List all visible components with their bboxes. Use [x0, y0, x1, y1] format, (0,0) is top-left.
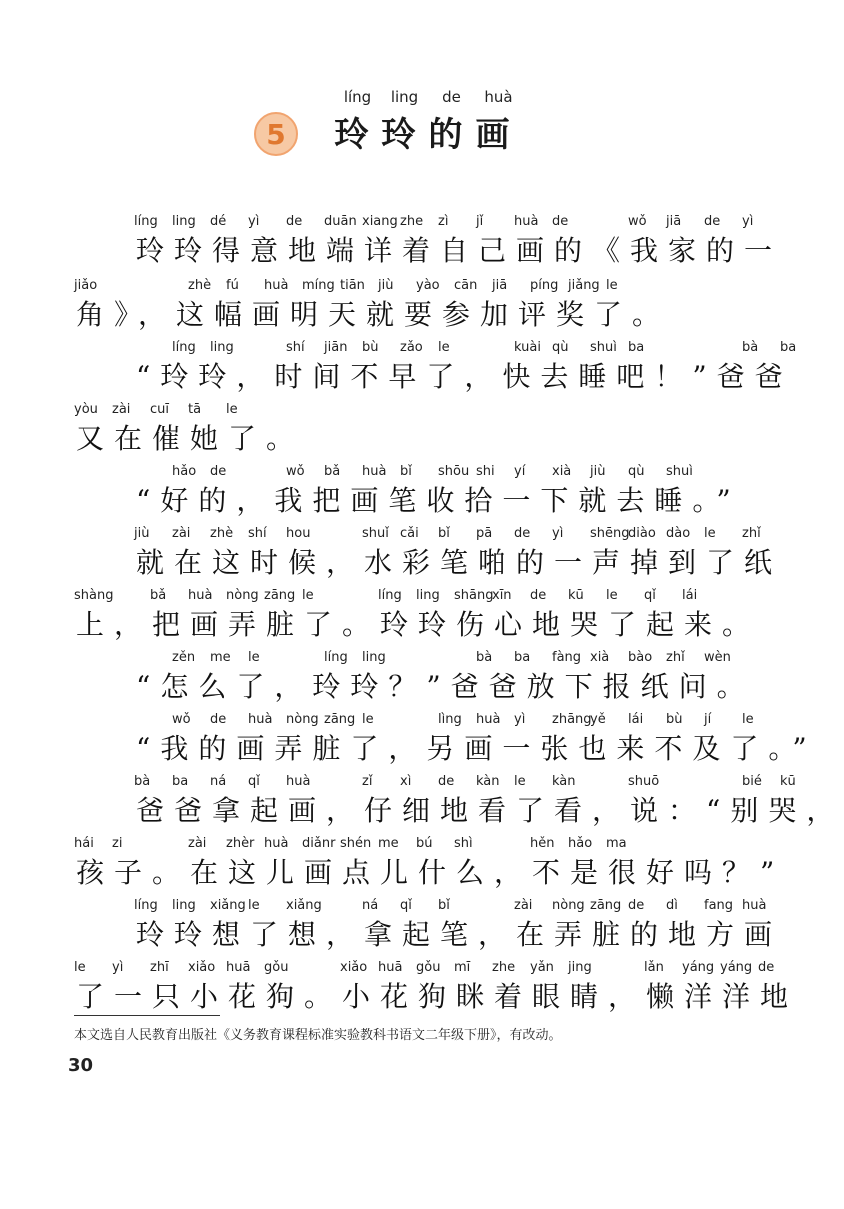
text-line [0, 588, 793, 650]
pinyin-syllable: huà [362, 464, 387, 479]
hanzi-row: 玲玲得意地端详着自己画的《我家的一 [136, 234, 783, 267]
pinyin-syllable: zhǐ [666, 650, 685, 665]
pinyin-syllable: nòng [226, 588, 259, 603]
pinyin-syllable: wǒ [172, 712, 191, 727]
pinyin-syllable: xì [400, 774, 412, 789]
pinyin-syllable: shēng [590, 526, 630, 541]
pinyin-syllable: jing [568, 960, 592, 975]
pinyin-syllable: qù [628, 464, 645, 479]
pinyin-syllable: zěn [172, 650, 196, 665]
pinyin-syllable: xīn [492, 588, 512, 603]
text-line [0, 464, 793, 526]
pinyin-syllable: qǐ [644, 588, 656, 603]
title-character: 玲 [334, 115, 369, 155]
pinyin-syllable: bǎ [324, 464, 341, 479]
pinyin-syllable: zǎo [400, 340, 423, 355]
pinyin-row [0, 464, 793, 484]
pinyin-syllable: zhèr [226, 836, 255, 851]
pinyin-syllable: huà [188, 588, 213, 603]
pinyin-syllable: lái [628, 712, 644, 727]
pinyin-syllable: huà [742, 898, 767, 913]
title-pinyin-syllable: huà [484, 88, 513, 106]
pinyin-syllable: yě [590, 712, 606, 727]
pinyin-syllable: huà [264, 278, 289, 293]
title-pinyin [334, 88, 522, 106]
pinyin-syllable: zhāng [552, 712, 592, 727]
pinyin-syllable: xiang [362, 214, 398, 229]
pinyin-syllable: huà [514, 214, 539, 229]
pinyin-syllable: zài [172, 526, 191, 541]
pinyin-syllable: zāng [324, 712, 356, 727]
pinyin-row [0, 712, 793, 732]
pinyin-syllable: xiǎng [286, 898, 322, 913]
pinyin-syllable: ba [172, 774, 189, 789]
pinyin-syllable: zài [112, 402, 131, 417]
pinyin-syllable: shuō [628, 774, 660, 789]
pinyin-syllable: qù [552, 340, 569, 355]
text-line [0, 960, 799, 1022]
pinyin-syllable: ling [210, 340, 234, 355]
pinyin-syllable: zì [438, 214, 449, 229]
pinyin-syllable: lìng [438, 712, 462, 727]
pinyin-syllable: píng [530, 278, 559, 293]
pinyin-syllable: dé [210, 214, 227, 229]
pinyin-syllable: zhè [188, 278, 212, 293]
pinyin-syllable: pā [476, 526, 493, 541]
text-line [0, 526, 793, 588]
hanzi-row: “好的，我把画笔收拾一下就去睡。” [136, 484, 741, 517]
pinyin-syllable: shuǐ [362, 526, 389, 541]
hanzi-row: “玲玲，时间不早了，快去睡吧！”爸爸 [136, 360, 793, 393]
pinyin-syllable: kū [568, 588, 584, 603]
text-line [0, 214, 793, 276]
pinyin-row [0, 278, 793, 298]
title-pinyin-syllable: ling [390, 88, 419, 106]
pinyin-syllable: lái [682, 588, 698, 603]
pinyin-syllable: le [438, 340, 450, 355]
pinyin-syllable: jiā [492, 278, 508, 293]
pinyin-syllable: gǒu [416, 960, 441, 975]
title-character: 的 [428, 115, 463, 155]
pinyin-syllable: le [74, 960, 86, 975]
text-line [0, 650, 793, 712]
pinyin-syllable: líng [324, 650, 348, 665]
pinyin-syllable: wǒ [286, 464, 305, 479]
pinyin-syllable: jiǎo [74, 278, 98, 293]
pinyin-syllable: líng [134, 214, 158, 229]
pinyin-syllable: duān [324, 214, 357, 229]
pinyin-syllable: de [758, 960, 775, 975]
pinyin-syllable: fang [704, 898, 734, 913]
text-line [0, 402, 793, 464]
pinyin-syllable: huà [248, 712, 273, 727]
pinyin-syllable: de [514, 526, 531, 541]
pinyin-syllable: bǐ [438, 898, 450, 913]
pinyin-syllable: de [286, 214, 303, 229]
pinyin-syllable: mī [454, 960, 471, 975]
pinyin-syllable: shuì [666, 464, 693, 479]
text-line [0, 898, 793, 960]
pinyin-syllable: yí [514, 464, 526, 479]
pinyin-syllable: de [210, 712, 227, 727]
pinyin-syllable: zhe [400, 214, 424, 229]
pinyin-syllable: huà [286, 774, 311, 789]
pinyin-syllable: cuī [150, 402, 169, 417]
hanzi-row: “我的画弄脏了，另画一张也来不及了。” [136, 732, 817, 765]
pinyin-syllable: ling [362, 650, 386, 665]
pinyin-row [0, 214, 793, 234]
pinyin-syllable: zāng [264, 588, 296, 603]
pinyin-syllable: le [226, 402, 238, 417]
pinyin-syllable: huā [226, 960, 251, 975]
pinyin-syllable: hǎo [568, 836, 593, 851]
pinyin-syllable: yáng [682, 960, 715, 975]
pinyin-syllable: cǎi [400, 526, 419, 541]
pinyin-row [0, 402, 793, 422]
pinyin-syllable: de [210, 464, 227, 479]
pinyin-syllable: huā [378, 960, 403, 975]
pinyin-row [0, 650, 793, 670]
pinyin-syllable: shí [248, 526, 267, 541]
pinyin-syllable: hái [74, 836, 94, 851]
pinyin-syllable: tā [188, 402, 202, 417]
pinyin-syllable: ma [606, 836, 627, 851]
pinyin-syllable: nòng [552, 898, 585, 913]
pinyin-syllable: jǐ [476, 214, 484, 229]
pinyin-syllable: le [606, 588, 618, 603]
pinyin-syllable: yì [248, 214, 260, 229]
pinyin-syllable: jiù [590, 464, 606, 479]
pinyin-syllable: yòu [74, 402, 98, 417]
hanzi-row: 了一只小花狗。小花狗眯着眼睛，懒洋洋地 [76, 980, 799, 1013]
pinyin-syllable: de [704, 214, 721, 229]
hanzi-row: 又在催她了。 [76, 422, 305, 455]
pinyin-syllable: lǎn [644, 960, 664, 975]
pinyin-syllable: diào [628, 526, 656, 541]
pinyin-syllable: bù [666, 712, 683, 727]
footnote: 本文选自人民教育出版社《义务教育课程标准实验教科书语文二年级下册》，有改动。 [74, 1028, 562, 1043]
pinyin-syllable: zài [188, 836, 207, 851]
lesson-title-block [246, 86, 546, 166]
pinyin-syllable: huà [476, 712, 501, 727]
pinyin-syllable: zhǐ [742, 526, 761, 541]
hanzi-row: 角》，这幅画明天就要参加评奖了。 [76, 298, 671, 331]
pinyin-syllable: ling [172, 214, 196, 229]
pinyin-syllable: fàng [552, 650, 582, 665]
pinyin-syllable: xià [590, 650, 610, 665]
lesson-number-badge: 5 [254, 112, 298, 156]
text-line [0, 278, 793, 340]
pinyin-syllable: míng [302, 278, 335, 293]
pinyin-syllable: líng [172, 340, 196, 355]
pinyin-syllable: xiǎo [340, 960, 368, 975]
lesson-title [328, 112, 516, 158]
pinyin-syllable: tiān [340, 278, 365, 293]
pinyin-syllable: wǒ [628, 214, 647, 229]
pinyin-syllable: zhī [150, 960, 169, 975]
pinyin-syllable: de [438, 774, 455, 789]
pinyin-syllable: bà [476, 650, 493, 665]
pinyin-syllable: xià [552, 464, 572, 479]
pinyin-syllable: bié [742, 774, 762, 789]
pinyin-row [0, 960, 793, 980]
pinyin-syllable: yǎn [530, 960, 554, 975]
text-line [0, 774, 844, 836]
pinyin-syllable: ba [780, 340, 797, 355]
pinyin-syllable: dào [666, 526, 691, 541]
pinyin-syllable: bù [362, 340, 379, 355]
pinyin-syllable: hou [286, 526, 311, 541]
title-pinyin-syllable: de [442, 88, 461, 106]
pinyin-syllable: ná [210, 774, 227, 789]
pinyin-syllable: hǎo [172, 464, 197, 479]
pinyin-syllable: yì [514, 712, 526, 727]
pinyin-syllable: ba [514, 650, 531, 665]
footnote-divider [74, 1015, 220, 1016]
pinyin-syllable: yì [552, 526, 564, 541]
pinyin-syllable: shāng [454, 588, 494, 603]
hanzi-row: “怎么了，玲玲？”爸爸放下报纸问。 [136, 670, 755, 703]
pinyin-row [0, 836, 793, 856]
pinyin-syllable: le [514, 774, 526, 789]
pinyin-syllable: le [704, 526, 716, 541]
pinyin-syllable: shōu [438, 464, 470, 479]
pinyin-syllable: le [362, 712, 374, 727]
pinyin-syllable: jiā [666, 214, 682, 229]
pinyin-syllable: kū [780, 774, 796, 789]
pinyin-syllable: bào [628, 650, 653, 665]
pinyin-syllable: kuài [514, 340, 541, 355]
pinyin-syllable: kàn [476, 774, 500, 789]
pinyin-syllable: le [248, 650, 260, 665]
title-character: 画 [475, 115, 510, 155]
pinyin-row [0, 898, 793, 918]
pinyin-syllable: cān [454, 278, 478, 293]
text-line [0, 836, 793, 898]
pinyin-row [0, 588, 793, 608]
pinyin-row [0, 774, 796, 794]
pinyin-syllable: diǎnr [302, 836, 336, 851]
pinyin-syllable: zāng [590, 898, 622, 913]
pinyin-syllable: yáng [720, 960, 753, 975]
text-line [0, 340, 797, 402]
pinyin-syllable: jiù [378, 278, 394, 293]
pinyin-syllable: líng [378, 588, 402, 603]
pinyin-row [0, 340, 797, 360]
pinyin-syllable: ba [628, 340, 645, 355]
pinyin-syllable: le [742, 712, 754, 727]
pinyin-syllable: yào [416, 278, 440, 293]
pinyin-syllable: zǐ [362, 774, 373, 789]
pinyin-syllable: qǐ [400, 898, 412, 913]
pinyin-syllable: qǐ [248, 774, 260, 789]
pinyin-syllable: yì [112, 960, 124, 975]
pinyin-syllable: bà [134, 774, 151, 789]
pinyin-syllable: líng [134, 898, 158, 913]
pinyin-syllable: bǐ [400, 464, 412, 479]
pinyin-syllable: le [302, 588, 314, 603]
pinyin-syllable: shì [454, 836, 473, 851]
pinyin-syllable: hěn [530, 836, 555, 851]
pinyin-syllable: jiǎng [568, 278, 600, 293]
hanzi-row: 玲玲想了想，拿起笔，在弄脏的地方画 [136, 918, 783, 951]
pinyin-syllable: shí [286, 340, 305, 355]
pinyin-syllable: zhe [492, 960, 516, 975]
pinyin-syllable: me [210, 650, 231, 665]
pinyin-syllable: yì [742, 214, 754, 229]
pinyin-syllable: nòng [286, 712, 319, 727]
pinyin-syllable: zi [112, 836, 123, 851]
pinyin-syllable: shuì [590, 340, 617, 355]
pinyin-syllable: shàng [74, 588, 114, 603]
pinyin-syllable: kàn [552, 774, 576, 789]
pinyin-syllable: de [552, 214, 569, 229]
hanzi-row: 就在这时候，水彩笔啪的一声掉到了纸 [136, 546, 783, 579]
pinyin-syllable: wèn [704, 650, 731, 665]
pinyin-syllable: xiǎng [210, 898, 246, 913]
pinyin-syllable: zhè [210, 526, 234, 541]
pinyin-syllable: jí [704, 712, 712, 727]
page-number: 30 [68, 1055, 94, 1076]
pinyin-syllable: shi [476, 464, 495, 479]
pinyin-syllable: dì [666, 898, 678, 913]
pinyin-syllable: bú [416, 836, 433, 851]
pinyin-syllable: zài [514, 898, 533, 913]
pinyin-syllable: xiǎo [188, 960, 216, 975]
pinyin-syllable: huà [264, 836, 289, 851]
pinyin-syllable: bǐ [438, 526, 450, 541]
pinyin-syllable: de [628, 898, 645, 913]
pinyin-syllable: me [378, 836, 399, 851]
hanzi-row: 爸爸拿起画，仔细地看了看，说：“别哭， [136, 794, 844, 827]
text-line [0, 712, 817, 774]
pinyin-syllable: jiān [324, 340, 348, 355]
pinyin-syllable: bà [742, 340, 759, 355]
hanzi-row: 孩子。在这儿画点儿什么，不是很好吗？” [76, 856, 785, 889]
pinyin-syllable: fú [226, 278, 239, 293]
pinyin-syllable: shén [340, 836, 372, 851]
pinyin-syllable: ling [172, 898, 196, 913]
pinyin-row [0, 526, 793, 546]
pinyin-syllable: le [248, 898, 260, 913]
pinyin-syllable: gǒu [264, 960, 289, 975]
pinyin-syllable: de [530, 588, 547, 603]
title-character: 玲 [381, 115, 416, 155]
pinyin-syllable: jiù [134, 526, 150, 541]
title-pinyin-syllable: líng [343, 88, 372, 106]
pinyin-syllable: le [606, 278, 618, 293]
pinyin-syllable: bǎ [150, 588, 167, 603]
hanzi-row: 上，把画弄脏了。玲玲伤心地哭了起来。 [76, 608, 761, 641]
pinyin-syllable: ná [362, 898, 379, 913]
pinyin-syllable: ling [416, 588, 440, 603]
